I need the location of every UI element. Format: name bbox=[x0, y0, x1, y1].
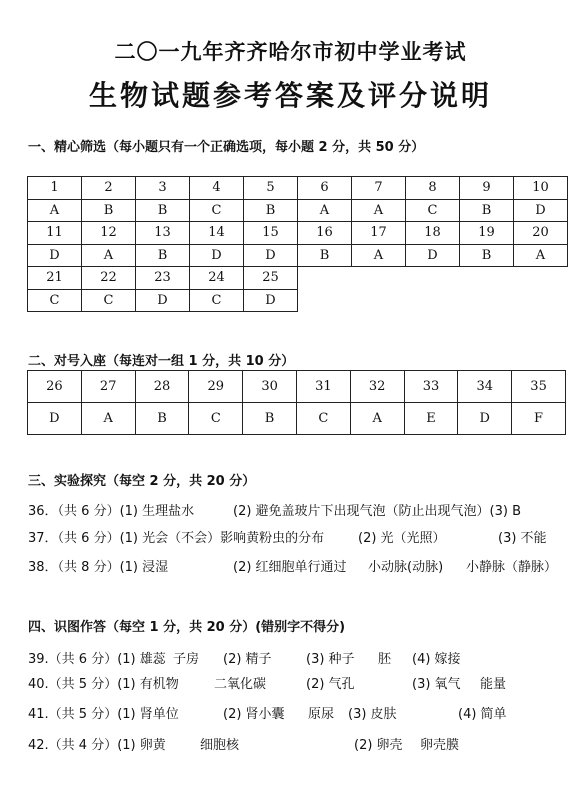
question-number: 19 bbox=[460, 222, 514, 245]
answer-cell: D bbox=[244, 244, 298, 267]
question-number: 32 bbox=[350, 371, 404, 403]
section2-answer-table bbox=[27, 370, 566, 435]
answer-cell: D bbox=[514, 199, 568, 222]
question-number: 8 bbox=[406, 177, 460, 200]
question-number: 27 bbox=[81, 371, 135, 403]
question-number: 9 bbox=[460, 177, 514, 200]
answer-segment: 小静脉（静脉） bbox=[466, 560, 558, 575]
empty-cell bbox=[514, 267, 568, 290]
answer-segment: (3) 皮肤 bbox=[348, 707, 397, 722]
answer-cell: D bbox=[136, 289, 190, 312]
answer-segment: (2) 红细胞单行通过 bbox=[233, 560, 347, 575]
answer-cell: B bbox=[82, 199, 136, 222]
answer-cell: C bbox=[190, 199, 244, 222]
answer-cell: A bbox=[352, 199, 406, 222]
answer-cell: E bbox=[404, 403, 458, 435]
answer-segment: 42.（共 4 分）(1) 卵黄 bbox=[28, 738, 166, 753]
question-number: 2 bbox=[82, 177, 136, 200]
answer-cell: A bbox=[82, 244, 136, 267]
section4-heading: 四、识图作答（每空 1 分，共 20 分）(错别字不得分) bbox=[28, 620, 346, 635]
answer-segment: 原尿 bbox=[308, 707, 335, 722]
question-number: 13 bbox=[136, 222, 190, 245]
answer-cell: C bbox=[406, 199, 460, 222]
question-number: 6 bbox=[298, 177, 352, 200]
answer-segment: (3) 种子 bbox=[306, 652, 355, 667]
answer-segment: (2) 避免盖玻片下出现气泡（防止出现气泡）(3) B bbox=[233, 504, 522, 519]
question-number: 3 bbox=[136, 177, 190, 200]
answer-segment: (2) 精子 bbox=[223, 652, 272, 667]
answer-segment: (4) 嫁接 bbox=[412, 652, 461, 667]
answer-segment: 卵壳膜 bbox=[420, 738, 460, 753]
answer-cell: B bbox=[136, 199, 190, 222]
answer-cell: C bbox=[189, 403, 243, 435]
question-number: 31 bbox=[296, 371, 350, 403]
question-number: 24 bbox=[190, 267, 244, 290]
answer-segment: (2) 气孔 bbox=[306, 677, 355, 692]
section1-heading: 一、精心筛选（每小题只有一个正确选项，每小题 2 分，共 50 分） bbox=[28, 140, 425, 155]
answer-cell: C bbox=[190, 289, 244, 312]
question-number: 16 bbox=[298, 222, 352, 245]
answer-cell: C bbox=[82, 289, 136, 312]
empty-cell bbox=[406, 267, 460, 290]
answer-cell: A bbox=[352, 244, 406, 267]
question-number: 7 bbox=[352, 177, 406, 200]
answer-segment: 39.（共 6 分）(1) 雄蕊 bbox=[28, 652, 166, 667]
section2-heading: 二、对号入座（每连对一组 1 分，共 10 分） bbox=[28, 354, 295, 369]
answer-segment: 细胞核 bbox=[200, 738, 240, 753]
answer-cell: B bbox=[244, 199, 298, 222]
answer-segment: 子房 bbox=[173, 652, 200, 667]
answer-cell: A bbox=[28, 199, 82, 222]
answer-segment: (3) 氧气 bbox=[412, 677, 461, 692]
question-number: 35 bbox=[512, 371, 566, 403]
question-number: 22 bbox=[82, 267, 136, 290]
answer-segment: 40.（共 5 分）(1) 有机物 bbox=[28, 677, 179, 692]
question-number: 17 bbox=[352, 222, 406, 245]
answer-cell: D bbox=[244, 289, 298, 312]
question-number: 33 bbox=[404, 371, 458, 403]
question-number: 18 bbox=[406, 222, 460, 245]
empty-cell bbox=[460, 289, 514, 312]
question-number: 12 bbox=[82, 222, 136, 245]
empty-cell bbox=[298, 289, 352, 312]
answer-segment: 38．（共 8 分）(1) 浸湿 bbox=[28, 560, 169, 575]
table-row-answers bbox=[28, 244, 568, 267]
question-number: 15 bbox=[244, 222, 298, 245]
answer-cell: B bbox=[298, 244, 352, 267]
empty-cell bbox=[514, 289, 568, 312]
answer-segment: 37．（共 6 分）(1) 光会（不会）影响黄粉虫的分布 bbox=[28, 531, 325, 546]
answer-cell: B bbox=[135, 403, 189, 435]
answer-cell: B bbox=[460, 244, 514, 267]
question-number: 26 bbox=[28, 371, 82, 403]
question-number: 29 bbox=[189, 371, 243, 403]
question-number: 25 bbox=[244, 267, 298, 290]
question-number: 30 bbox=[243, 371, 297, 403]
answer-cell: B bbox=[136, 244, 190, 267]
question-number: 20 bbox=[514, 222, 568, 245]
question-number: 34 bbox=[458, 371, 512, 403]
answer-segment: (2) 卵壳 bbox=[354, 738, 403, 753]
answer-segment: (2) 光（光照） bbox=[358, 531, 446, 546]
answer-segment: (4) 简单 bbox=[458, 707, 507, 722]
answer-cell: A bbox=[350, 403, 404, 435]
answer-cell: B bbox=[460, 199, 514, 222]
answer-cell: D bbox=[28, 244, 82, 267]
answer-cell: A bbox=[514, 244, 568, 267]
question-number: 4 bbox=[190, 177, 244, 200]
answer-cell: D bbox=[28, 403, 82, 435]
table-row-numbers bbox=[28, 177, 568, 200]
answer-cell: C bbox=[296, 403, 350, 435]
answer-segment: 36．（共 6 分）(1) 生理盐水 bbox=[28, 504, 195, 519]
answer-segment: (2) 肾小囊 bbox=[223, 707, 285, 722]
table-row-answers bbox=[28, 289, 568, 312]
empty-cell bbox=[352, 289, 406, 312]
table-row-answers bbox=[28, 403, 566, 435]
section1-answer-table bbox=[27, 176, 568, 312]
answer-cell: B bbox=[243, 403, 297, 435]
answer-segment: 41.（共 5 分）(1) 肾单位 bbox=[28, 707, 179, 722]
question-number: 28 bbox=[135, 371, 189, 403]
empty-cell bbox=[352, 267, 406, 290]
table-row-numbers bbox=[28, 222, 568, 245]
answer-cell: A bbox=[81, 403, 135, 435]
question-number: 14 bbox=[190, 222, 244, 245]
answer-segment: 小动脉(动脉) bbox=[368, 560, 444, 575]
exam-title: 二〇一九年齐齐哈尔市初中学业考试 bbox=[114, 39, 467, 64]
empty-cell bbox=[298, 267, 352, 290]
answer-segment: 二氧化碳 bbox=[214, 677, 267, 692]
answer-cell: D bbox=[406, 244, 460, 267]
answer-cell: D bbox=[190, 244, 244, 267]
answer-segment: (3) 不能 bbox=[498, 531, 547, 546]
empty-cell bbox=[460, 267, 514, 290]
answer-segment: 胚 bbox=[378, 652, 392, 667]
question-number: 5 bbox=[244, 177, 298, 200]
answer-cell: A bbox=[298, 199, 352, 222]
question-number: 10 bbox=[514, 177, 568, 200]
empty-cell bbox=[406, 289, 460, 312]
answer-cell: C bbox=[28, 289, 82, 312]
answer-segment: 能量 bbox=[480, 677, 507, 692]
table-row-numbers bbox=[28, 371, 566, 403]
table-row-answers bbox=[28, 199, 568, 222]
question-number: 23 bbox=[136, 267, 190, 290]
answer-cell: D bbox=[458, 403, 512, 435]
question-number: 1 bbox=[28, 177, 82, 200]
answer-key-title: 生物试题参考答案及评分说明 bbox=[88, 79, 492, 112]
section3-heading: 三、实验探究（每空 2 分，共 20 分） bbox=[28, 474, 256, 489]
question-number: 21 bbox=[28, 267, 82, 290]
question-number: 11 bbox=[28, 222, 82, 245]
answer-cell: F bbox=[512, 403, 566, 435]
table-row-numbers bbox=[28, 267, 568, 290]
